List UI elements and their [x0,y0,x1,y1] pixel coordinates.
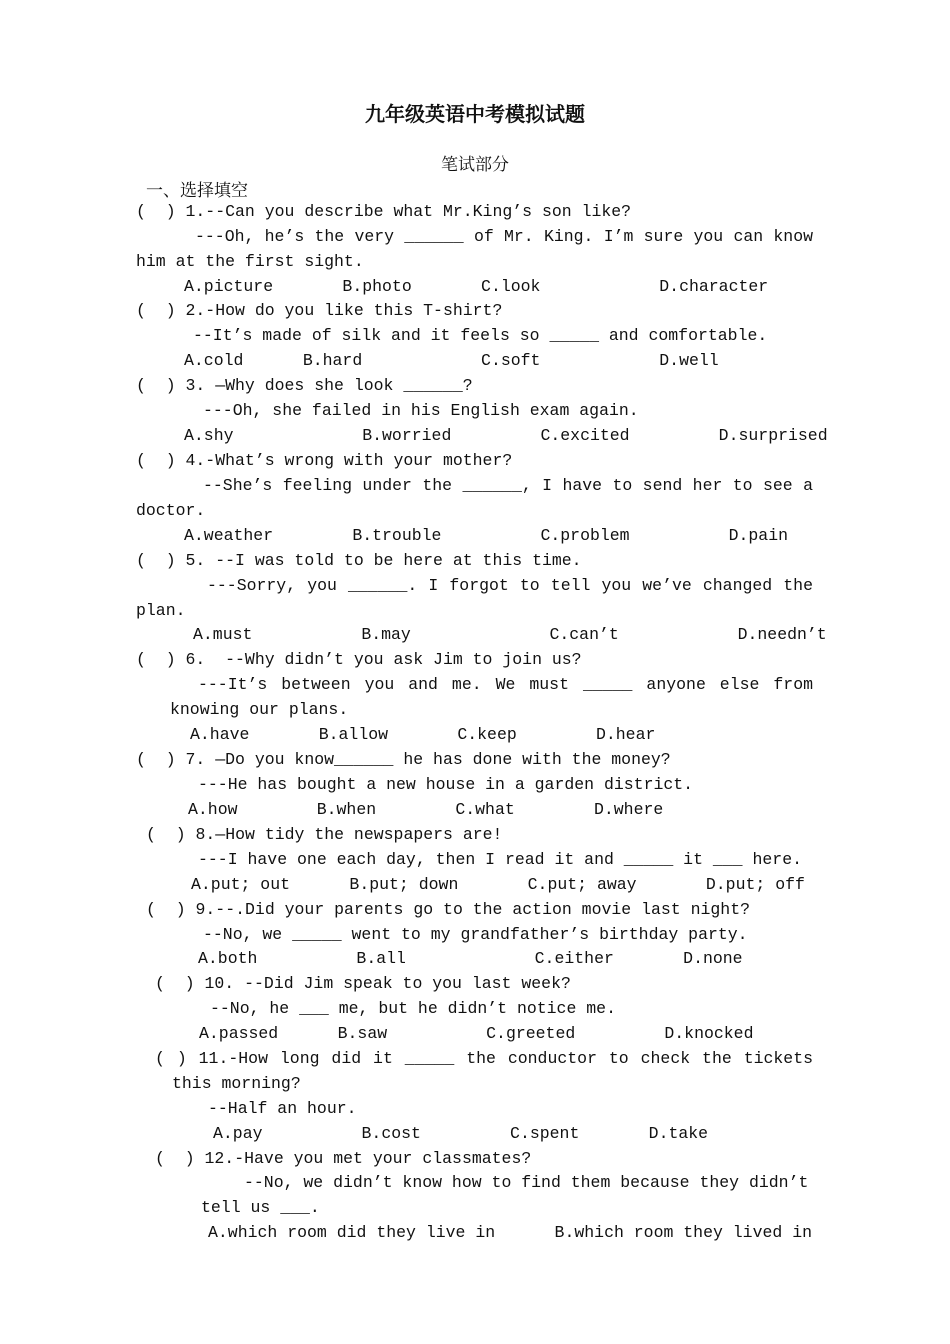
question-line: ( ) 10. --Did Jim speak to you last week? [155,974,571,993]
question-line: him at the first sight. [136,252,364,271]
option-line: A.cold B.hard C.soft D.well [184,351,719,370]
page-subtitle: 笔试部分 [441,155,509,175]
option-line: A.have B.allow C.keep D.hear [190,725,656,744]
option-line: A.both B.all C.either D.none [198,949,743,968]
question-line: --Half an hour. [208,1099,357,1118]
question-line: plan. [136,601,186,620]
option-line: A.must B.may C.can’t D.needn’t [193,625,827,644]
question-line: --She’s feeling under the ______, I have to send her to see a [203,476,813,495]
option-line: A.shy B.worried C.excited D.surprised [184,426,828,445]
option-line: A.pay B.cost C.spent D.take [213,1124,709,1143]
option-line: A.picture B.photo C.look D.character [184,277,769,296]
option-line: A.put; out B.put; down C.put; away D.put; off [191,875,805,894]
question-line: ( ) 6. --Why didn’t you ask Jim to join us? [136,650,582,669]
section-heading: 一、选择填空 [146,181,248,201]
question-line: --No, he ___ me, but he didn’t notice me. [210,999,616,1018]
question-line: doctor. [136,501,206,520]
question-line: ---Oh, he’s the very ______ of Mr. King. I’m sure you can know [195,227,813,246]
question-line: ( ) 1.--Can you describe what Mr.King’s son like? [136,202,632,221]
question-line: ---He has bought a new house in a garden district. [198,775,694,794]
question-line: tell us ___. [201,1198,320,1217]
question-line: ( ) 8.—How tidy the newspapers are! [146,825,503,844]
question-line: ---Sorry, you ______. I forgot to tell you we’ve changed the [207,576,813,595]
question-line: ---I have one each day, then I read it and _____ it ___ here. [198,850,802,869]
question-line: ---Oh, she failed in his English exam again. [203,401,639,420]
option-line: A.weather B.trouble C.problem D.pain [184,526,788,545]
question-line: this morning? [172,1074,301,1093]
question-line: --No, we didn’t know how to find them because they didn’t [244,1173,809,1192]
question-line: ( ) 12.-Have you met your classmates? [155,1149,532,1168]
question-line: knowing our plans. [170,700,349,719]
question-line: ( ) 4.-What’s wrong with your mother? [136,451,513,470]
question-line: ( ) 3. —Why does she look ______? [136,376,473,395]
option-line: A.passed B.saw C.greeted D.knocked [199,1024,754,1043]
question-line: ---It’s between you and me. We must _____ anyone else from [198,675,813,694]
question-line: --No, we _____ went to my grandfather’s birthday party. [203,925,748,944]
question-line: ( ) 11.-How long did it _____ the conductor to check the tickets [155,1049,813,1068]
option-line: A.how B.when C.what D.where [188,800,664,819]
question-line: ( ) 2.-How do you like this T-shirt? [136,301,503,320]
question-line: ( ) 9.--.Did your parents go to the action movie last night? [146,900,750,919]
question-line: ( ) 7. —Do you know______ he has done with the money? [136,750,671,769]
question-line: --It’s made of silk and it feels so _____ and comfortable. [193,326,768,345]
question-line: ( ) 5. --I was told to be here at this time. [136,551,582,570]
option-line: A.which room did they live in B.which room they lived in [208,1223,812,1242]
page-title: 九年级英语中考模拟试题 [365,102,585,126]
